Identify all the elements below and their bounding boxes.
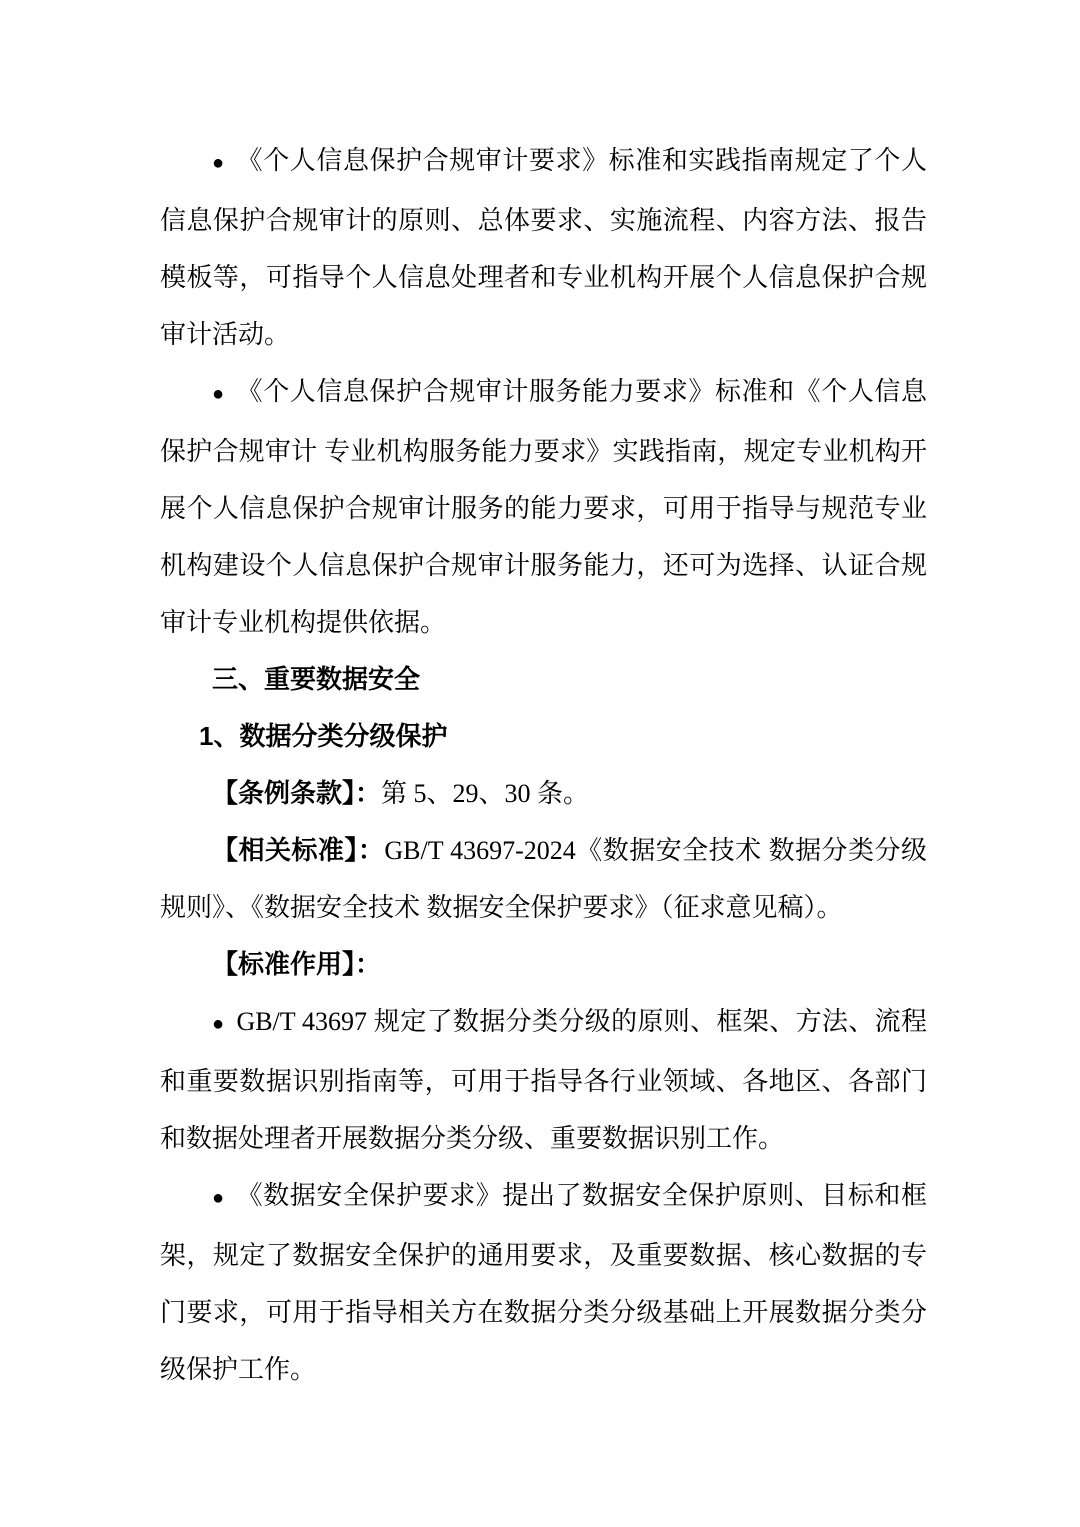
bullet-paragraph-personal-info-audit-requirements <box>160 132 927 363</box>
bullet-paragraph-audit-service-capability <box>160 363 927 651</box>
paragraph-label: 【标准作用】： <box>212 949 382 979</box>
sub-heading-data-classification-protection <box>160 708 927 765</box>
paragraph-text: 《个人信息保护合规审计要求》标准和实践指南规定了个人信息保护合规审计的原则、总体要求、实施流程、内容方法、报告模板等，可指导个人信息处理者和专业机构开展个人信息保护合规审计活动。 <box>160 146 927 349</box>
section-heading-important-data-security <box>160 651 927 708</box>
paragraph-text: 《个人信息保护合规审计服务能力要求》标准和《个人信息保护合规审计 专业机构服务能力要求》实践指南，规定专业机构开展个人信息保护合规审计服务的能力要求，可用于指导与规范专业机构建设个人信息保护合规审计服务能力，还可为选择、认证合规审计专业机构提供依据。 <box>160 377 927 637</box>
paragraph-text: GB/T 43697-2024《数据安全技术 数据分类分级规则》、《数据安全技术 数据安全保护要求》（征求意见稿）。 <box>160 836 927 922</box>
paragraph-label: 【条例条款】： <box>212 778 382 808</box>
heading-text: 1、数据分类分级保护 <box>199 721 448 751</box>
paragraph-text: 《数据安全保护要求》提出了数据安全保护原则、目标和框架，规定了数据安全保护的通用要求，及重要数据、核心数据的专门要求，可用于指导相关方在数据分类分级基础上开展数据分类分级保护工作。 <box>160 1181 927 1384</box>
bullet-icon: ● <box>212 152 225 174</box>
bullet-paragraph-data-security-protection-requirements <box>160 1167 927 1398</box>
bullet-paragraph-gbt43697 <box>160 993 927 1167</box>
labeled-paragraph-related-standards <box>160 822 927 936</box>
bullet-icon: ● <box>212 383 225 405</box>
labeled-paragraph-regulation-clauses <box>160 765 927 822</box>
bullet-icon: ● <box>212 1013 225 1035</box>
paragraph-text: GB/T 43697 规定了数据分类分级的原则、框架、方法、流程和重要数据识别指南等，可用于指导各行业领域、各地区、各部门和数据处理者开展数据分类分级、重要数据识别工作。 <box>160 1007 927 1153</box>
paragraph-text: 第 5、29、30 条。 <box>381 779 590 808</box>
paragraph-label: 【相关标准】： <box>212 835 385 865</box>
heading-text: 三、重要数据安全 <box>212 664 421 694</box>
labeled-paragraph-standard-functions <box>160 936 927 993</box>
bullet-icon: ● <box>212 1187 225 1209</box>
